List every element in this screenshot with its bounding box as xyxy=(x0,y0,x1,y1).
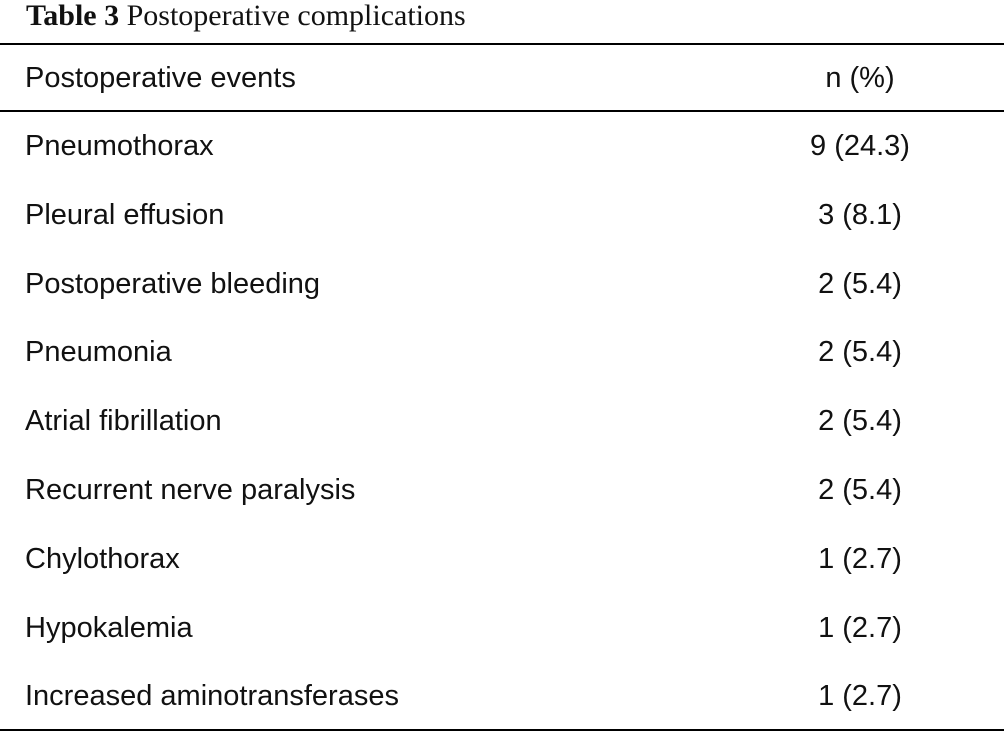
row-count: 2 (5.4) xyxy=(818,268,902,300)
row-count: 1 (2.7) xyxy=(818,612,902,644)
row-event: Postoperative bleeding xyxy=(25,268,321,300)
row-event: Recurrent nerve paralysis xyxy=(25,474,356,506)
row-event: Pleural effusion xyxy=(25,199,225,231)
table-top-rule xyxy=(0,43,1004,45)
row-count: 2 (5.4) xyxy=(818,474,902,506)
table-caption-label: Table 3 xyxy=(26,0,120,32)
row-event: Pneumothorax xyxy=(25,130,214,162)
row-event: Chylothorax xyxy=(25,543,180,575)
row-count: 3 (8.1) xyxy=(818,199,902,231)
header-count: n (%) xyxy=(825,62,895,94)
row-count: 9 (24.3) xyxy=(810,130,910,162)
table-header-rule xyxy=(0,110,1004,112)
table-caption xyxy=(26,0,466,32)
row-event: Pneumonia xyxy=(25,336,172,368)
row-event: Atrial fibrillation xyxy=(25,405,222,437)
row-event: Increased aminotransferases xyxy=(25,680,399,712)
table-bottom-rule xyxy=(0,729,1004,731)
row-event: Hypokalemia xyxy=(25,612,193,644)
row-count: 1 (2.7) xyxy=(818,680,902,712)
row-count: 2 (5.4) xyxy=(818,405,902,437)
row-count: 1 (2.7) xyxy=(818,543,902,575)
row-count: 2 (5.4) xyxy=(818,336,902,368)
table-caption-title: Postoperative complications xyxy=(126,0,466,32)
header-events: Postoperative events xyxy=(25,62,296,94)
